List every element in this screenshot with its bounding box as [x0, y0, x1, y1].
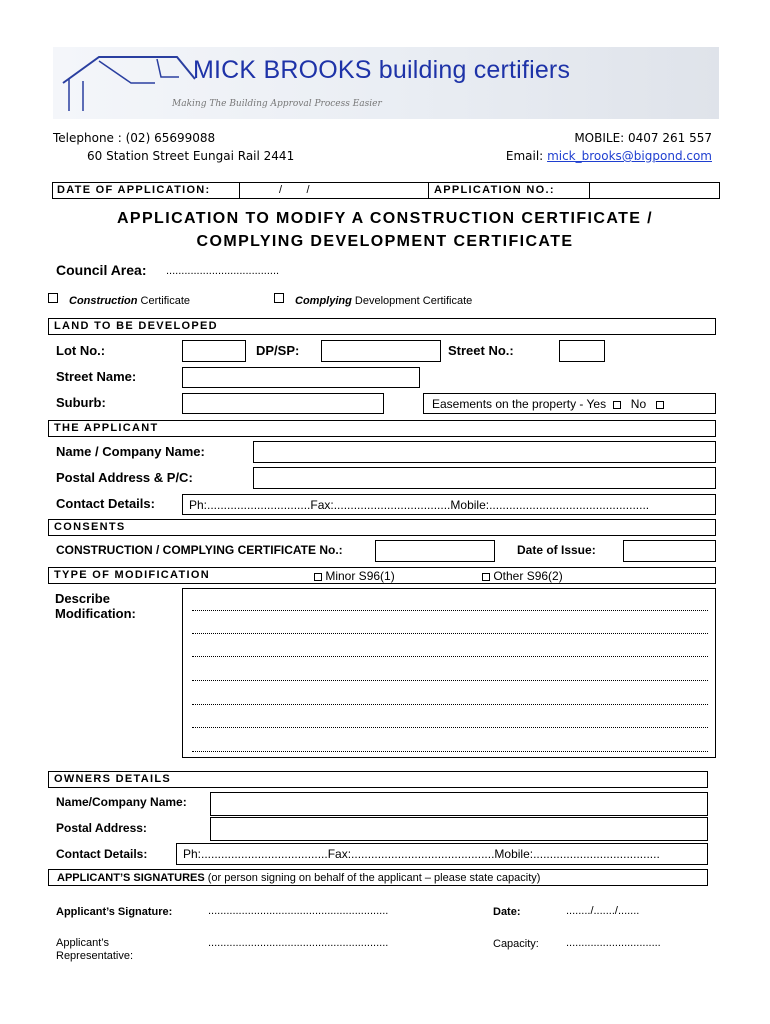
owner-contact-label: Contact Details: — [56, 847, 148, 861]
application-no-field[interactable] — [590, 183, 718, 198]
applicant-signature-label: Applicant’s Signature: — [56, 906, 173, 918]
modification-section-title: TYPE OF MODIFICATION — [54, 569, 210, 581]
email-label: Email: — [505, 149, 544, 163]
other-s96-option[interactable] — [482, 569, 563, 583]
signatures-section-header — [48, 869, 708, 886]
applicant-section-title: THE APPLICANT — [54, 422, 159, 434]
council-area-label: Council Area: — [56, 262, 147, 278]
modification-section-header — [48, 567, 716, 584]
date-of-issue-label: Date of Issue: — [517, 543, 596, 557]
owners-section-title: OWNERS DETAILS — [54, 773, 171, 785]
owner-postal-field[interactable] — [210, 817, 708, 841]
date-of-application-label: DATE OF APPLICATION: — [57, 184, 211, 196]
applicant-contact-field[interactable] — [182, 494, 716, 515]
construction-certificate-checkbox[interactable] — [48, 293, 58, 303]
street-name-field[interactable] — [182, 367, 420, 388]
suburb-field[interactable] — [182, 393, 384, 414]
describe-modification-field[interactable] — [182, 588, 716, 758]
header-banner — [53, 47, 719, 119]
capacity-label: Capacity: — [493, 938, 539, 950]
address: 60 Station Street Eungai Rail 2441 — [87, 149, 295, 163]
applicant-contact-label: Contact Details: — [56, 496, 155, 511]
mobile: MOBILE: 0407 261 557 — [574, 131, 712, 145]
applicant-name-label: Name / Company Name: — [56, 444, 205, 459]
easements-row — [432, 397, 664, 411]
certificate-no-label: CONSTRUCTION / COMPLYING CERTIFICATE No.: — [56, 543, 343, 557]
easements-no-checkbox[interactable] — [656, 401, 664, 409]
applicant-postal-field[interactable] — [253, 467, 716, 489]
easements-label: Easements on the property - Yes — [432, 397, 607, 411]
certificate-no-field[interactable] — [375, 540, 495, 562]
company-name: MICK BROOKS building certifiers — [193, 56, 571, 84]
representative-label-line1: Applicant’s — [56, 937, 109, 949]
minor-s96-label: Minor S96(1) — [325, 569, 395, 583]
company-tagline: Making The Building Approval Process Easier — [172, 99, 382, 109]
council-area-field[interactable]: ..................................... — [166, 265, 280, 277]
application-bar — [52, 182, 720, 199]
owner-contact-field[interactable] — [176, 843, 708, 865]
signatures-section-title: APPLICANT’S SIGNATURES (or person signing on behalf of the applicant – please state capacity) — [57, 872, 541, 884]
street-no-label: Street No.: — [448, 343, 514, 358]
minor-s96-option[interactable] — [314, 569, 395, 583]
dpsp-field[interactable] — [321, 340, 441, 362]
applicant-postal-label: Postal Address & P/C: — [56, 470, 193, 485]
owner-name-field[interactable] — [210, 792, 708, 816]
capacity-field[interactable]: ............................... — [566, 937, 661, 949]
consents-section-header — [48, 519, 716, 536]
describe-label-line1: Describe — [55, 591, 110, 606]
form-title-line1: APPLICATION TO MODIFY A CONSTRUCTION CERTIFICATE / — [116, 210, 654, 227]
telephone: Telephone : (02) 65699088 — [53, 131, 216, 145]
signature-date-label: Date: — [493, 906, 521, 918]
suburb-label: Suburb: — [56, 395, 106, 410]
lot-no-field[interactable] — [182, 340, 246, 362]
date-of-issue-field[interactable] — [623, 540, 716, 562]
email-line — [506, 149, 712, 163]
land-section-title: LAND TO BE DEVELOPED — [54, 320, 218, 332]
complying-certificate-checkbox[interactable] — [274, 293, 284, 303]
applicant-section-header — [48, 420, 716, 437]
consents-section-title: CONSENTS — [54, 521, 126, 533]
dpsp-label: DP/SP: — [256, 343, 300, 358]
applicant-name-field[interactable] — [253, 441, 716, 463]
owner-name-label: Name/Company Name: — [56, 795, 187, 809]
easements-no-label: No — [630, 397, 647, 411]
street-name-label: Street Name: — [56, 369, 137, 384]
other-s96-checkbox[interactable] — [482, 573, 490, 581]
signature-date-field[interactable]: ......../......./....... — [566, 905, 640, 917]
applicant-contact-line: Ph:...............................Fax:...................................Mobile:................................................ — [189, 498, 650, 512]
other-s96-label: Other S96(2) — [493, 569, 563, 583]
applicant-signature-field[interactable]: ........................................................... — [208, 905, 389, 917]
minor-s96-checkbox[interactable] — [314, 573, 322, 581]
representative-label-line2: Representative: — [56, 950, 134, 962]
land-section-header — [48, 318, 716, 335]
easements-yes-checkbox[interactable] — [613, 401, 621, 409]
construction-certificate-label: Construction Certificate — [69, 295, 191, 307]
complying-certificate-label: Complying Development Certificate — [295, 295, 473, 307]
application-no-label: APPLICATION NO.: — [434, 184, 555, 196]
describe-label-line2: Modification: — [55, 606, 136, 621]
lot-no-label: Lot No.: — [56, 343, 106, 358]
email-link[interactable]: mick_brooks@bigpond.com — [547, 149, 712, 163]
owner-contact-line: Ph:......................................Fax:...........................................Mobile:...................................... — [183, 847, 660, 861]
owner-postal-label: Postal Address: — [56, 821, 147, 835]
form-title-line2: COMPLYING DEVELOPMENT CERTIFICATE — [196, 233, 574, 250]
easements-box — [423, 393, 716, 414]
owners-section-header — [48, 771, 708, 788]
date-of-application-field[interactable]: / / — [279, 184, 310, 196]
street-no-field[interactable] — [559, 340, 605, 362]
representative-signature-field[interactable]: ........................................................... — [208, 937, 389, 949]
